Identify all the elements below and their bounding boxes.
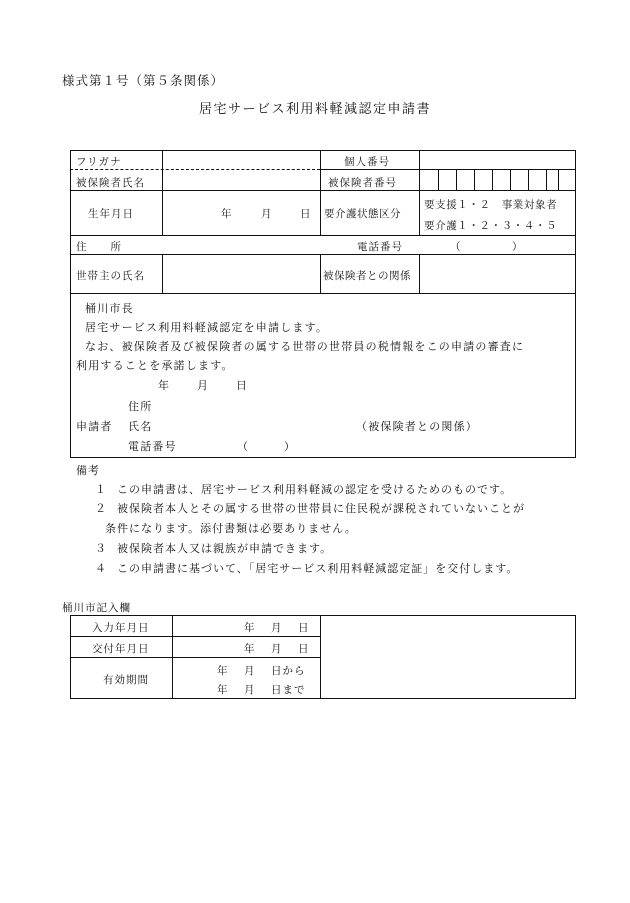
applicant-name-label: 氏名 [128, 420, 153, 433]
row-line [320, 169, 576, 170]
furigana-dash-line [70, 169, 320, 170]
relation-label: 被保険者との関係 [323, 270, 411, 282]
note-4: この申請書に基づいて、「居宅サービス利用料軽減認定証」を交付します。 [117, 562, 519, 575]
address-label: 住 所 [76, 241, 122, 253]
insured-name-field[interactable] [164, 171, 319, 189]
care-level-option[interactable]: 要介護１・２・３・４・５ [424, 220, 558, 232]
relation-field[interactable] [421, 256, 575, 292]
validity-from-label: 日から [271, 665, 306, 677]
row-line [70, 293, 576, 294]
input-day-label: 日 [298, 622, 310, 634]
consent-statement-cont: 利用することを承諾します。 [76, 359, 234, 372]
phone-paren-open: （ [450, 241, 462, 253]
household-head-field[interactable] [164, 256, 319, 292]
validity-from-month-label: 月 [244, 665, 256, 677]
applicant-phone-paren-open: （ [237, 440, 250, 453]
input-year-label: 年 [244, 622, 256, 634]
row-line [70, 190, 576, 191]
birth-date-label: 生年月日 [88, 208, 134, 220]
notes-heading: 備考 [76, 464, 100, 477]
applicant-phone-field[interactable] [250, 436, 282, 452]
phone-paren-close: ） [512, 241, 524, 253]
col-line [419, 254, 420, 293]
col-line [320, 615, 321, 699]
insured-number-field[interactable] [421, 171, 575, 189]
birth-day-label: 日 [300, 208, 312, 220]
furigana-label: フリガナ [76, 156, 122, 168]
note-number: ２ [95, 502, 107, 515]
validity-label: 有効期間 [103, 674, 149, 686]
row-line [70, 254, 576, 255]
applicant-name-field[interactable] [160, 416, 350, 432]
addressee: 桶川市長 [85, 302, 134, 315]
issue-date-label: 交付年月日 [92, 643, 150, 655]
birth-date-field[interactable] [164, 192, 319, 234]
col-line [162, 150, 163, 235]
issue-year-label: 年 [244, 643, 256, 655]
validity-until-label: 日まで [271, 684, 306, 696]
application-statement: 居宅サービス利用料軽減認定を申請します。 [85, 321, 329, 334]
phone-label: 電話番号 [357, 241, 403, 253]
consent-statement: なお、被保険者及び被保険者の属する世帯の世帯員の税情報をこの申請の審査に [85, 340, 525, 353]
col-line [320, 150, 321, 235]
phone-field[interactable] [462, 236, 510, 253]
insured-number-label: 被保険者番号 [328, 177, 397, 189]
individual-number-label: 個人番号 [344, 156, 390, 168]
row-line [70, 657, 320, 658]
col-line [162, 254, 163, 293]
row-line [70, 636, 320, 637]
applicant-address-field[interactable] [160, 396, 420, 412]
furigana-field[interactable] [164, 151, 319, 168]
input-date-label: 入力年月日 [92, 622, 150, 634]
applicant-relation-label: （被保険者との関係） [356, 420, 478, 433]
application-month-label: 月 [197, 379, 210, 392]
issue-month-label: 月 [271, 643, 283, 655]
note-2: 被保険者本人とその属する世帯の世帯員に住民税が課税されていないことが [117, 502, 525, 515]
note-number: ３ [95, 542, 107, 555]
form-number: 様式第１号（第５条関係） [62, 73, 225, 88]
applicant-label: 申請者 [76, 420, 113, 433]
support-level-option[interactable]: 要支援１・２ 事業対象者 [424, 199, 558, 211]
household-head-label: 世帯主の氏名 [76, 270, 145, 282]
birth-month-label: 月 [261, 208, 273, 220]
note-3: 被保険者本人又は親族が申請できます。 [117, 542, 333, 555]
col-line [419, 150, 420, 235]
applicant-phone-label: 電話番号 [128, 440, 177, 453]
applicant-address-label: 住所 [128, 400, 153, 413]
individual-number-field[interactable] [421, 151, 575, 168]
form-title: 居宅サービス利用料軽減認定申請書 [198, 102, 431, 117]
validity-from-year-label: 年 [217, 665, 229, 677]
birth-year-label: 年 [221, 208, 233, 220]
application-day-label: 日 [236, 379, 249, 392]
insured-name-label: 被保険者氏名 [76, 177, 145, 189]
validity-until-year-label: 年 [217, 684, 229, 696]
note-number: １ [95, 483, 107, 496]
address-field[interactable] [164, 236, 344, 253]
col-line [320, 254, 321, 293]
applicant-phone-paren-close: ） [284, 440, 297, 453]
input-month-label: 月 [271, 622, 283, 634]
validity-until-month-label: 月 [244, 684, 256, 696]
note-2-cont: 条件になります。添付書類は必要ありません。 [105, 522, 357, 535]
office-use-heading: 桶川市記入欄 [62, 602, 131, 614]
care-level-category-label: 要介護状態区分 [324, 208, 401, 220]
note-number: ４ [95, 562, 107, 575]
issue-day-label: 日 [298, 643, 310, 655]
note-1: この申請書は、居宅サービス利用料軽減の認定を受けるためのものです。 [117, 483, 513, 496]
application-year-label: 年 [158, 379, 171, 392]
